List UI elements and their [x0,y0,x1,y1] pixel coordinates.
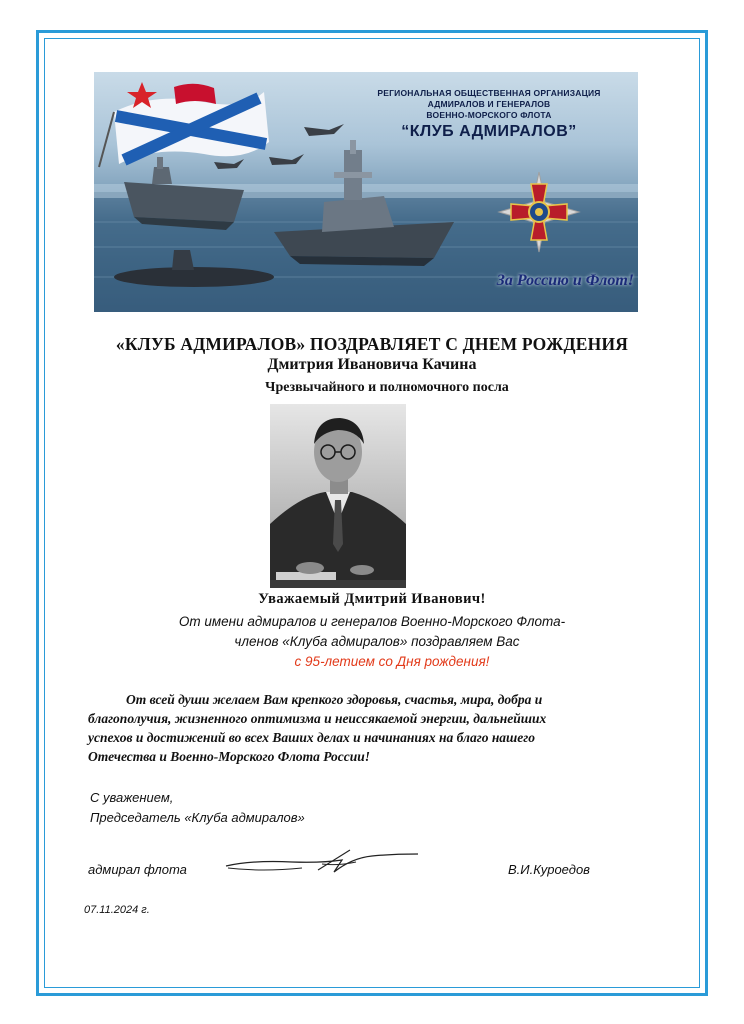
header-banner [94,72,638,312]
headline: «КЛУБ АДМИРАЛОВ» ПОЗДРАВЛЯЕТ С ДНЕМ РОЖДЕНИЯ [115,334,629,354]
org-line-3: ВОЕННО-МОРСКОГО ФЛОТА [426,110,552,120]
club-name: “КЛУБ АДМИРАЛОВ” [401,123,577,140]
closing-block [90,788,305,828]
signer-name: В.И.Куроедов [508,862,590,877]
wishes-line-3: успехов и достижений во всех Ваших делах и начинаниях на благо нашего [88,730,536,745]
honoree-rank: Чрезвычайного и полномочного посла [265,380,509,395]
intro-line-1: От имени адмиралов и генералов Военно-Морского Флота- [178,614,566,629]
document-date: 07.11.2024 г. [84,904,150,916]
wishes-line-4: Отечества и Военно-Морского Флота России! [88,749,371,764]
regards-text: С уважением, [90,790,174,805]
greeting: Уважаемый Дмитрий Иванович! [258,591,486,607]
handwritten-signature [222,846,422,882]
club-motto: За Россию и Флот! [496,272,634,289]
org-line-2: АДМИРАЛОВ И ГЕНЕРАЛОВ [427,99,551,109]
wishes-line-1: От всей души желаем Вам крепкого здоровья, счастья, мира, добра и [126,692,543,707]
portrait-photo [270,404,406,588]
st-andrew-flag-icon [99,92,269,167]
wishes-line-2: благополучия, жизненного оптимизма и неиссякаемой энергии, дальнейших [88,711,547,726]
signer-title: адмирал флота [88,862,187,877]
org-line-1: РЕГИОНАЛЬНАЯ ОБЩЕСТВЕННАЯ ОРГАНИЗАЦИЯ [377,88,601,98]
wishes-paragraph [88,690,648,766]
intro-line-2: членов «Клуба адмиралов» поздравляем Вас [234,634,520,649]
organization-name [344,88,634,121]
honoree-name: Дмитрия Ивановича Качина [267,356,477,373]
intro-line-3-highlight: с 95-летием со Дня рождения! [294,654,490,669]
chairman-position: Председатель «Клуба адмиралов» [90,810,305,825]
